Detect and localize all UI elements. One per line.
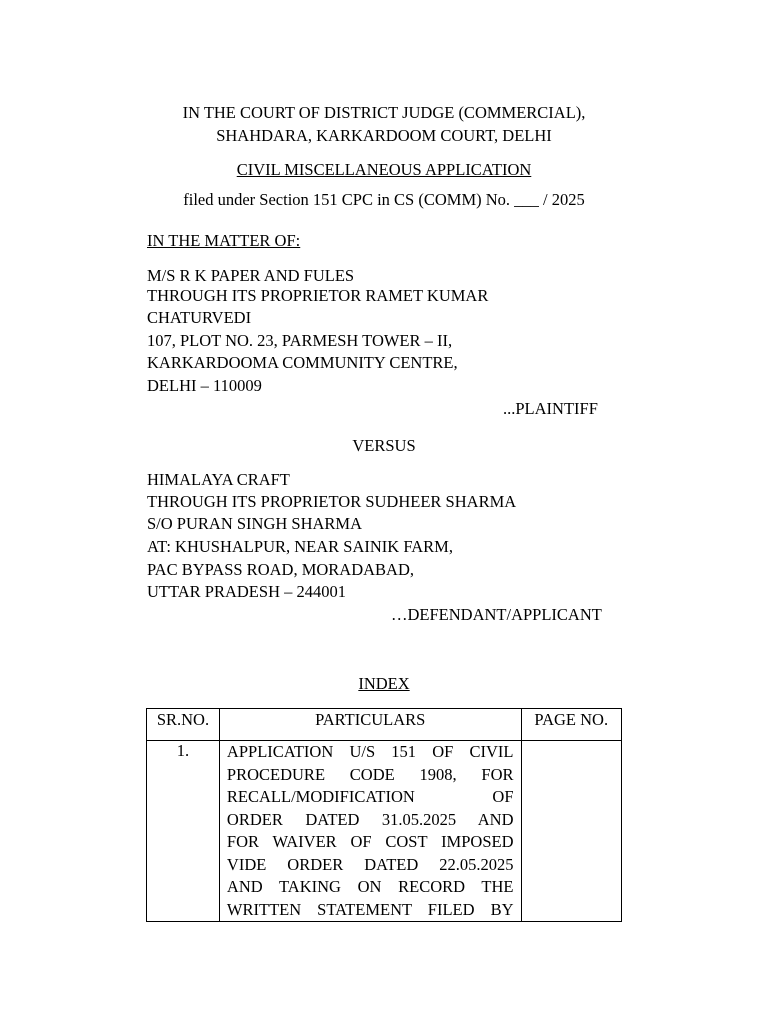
index-table bbox=[146, 708, 622, 922]
column-header-page-no: PAGE NO. bbox=[521, 709, 622, 741]
plaintiff-line: THROUGH ITS PROPRIETOR RAMET KUMAR bbox=[147, 286, 489, 305]
plaintiff-line: M/S R K PAPER AND FULES bbox=[147, 266, 355, 285]
table-row bbox=[147, 741, 622, 922]
index-title-wrap bbox=[0, 674, 768, 694]
defendant-line: THROUGH ITS PROPRIETOR SUDHEER SHARMA bbox=[147, 492, 517, 511]
column-header-sr-no: SR.NO. bbox=[147, 709, 220, 741]
row-particulars bbox=[219, 741, 521, 922]
court-name-line-2: SHAHDARA, KARKARDOOM COURT, DELHI bbox=[216, 126, 552, 145]
matter-heading: IN THE MATTER OF: bbox=[147, 231, 301, 250]
plaintiff-line: 107, PLOT NO. 23, PARMESH TOWER – II, bbox=[147, 331, 453, 350]
particulars-line: VIDE ORDER DATED 22.05.2025 bbox=[226, 854, 514, 874]
plaintiff-line: CHATURVEDI bbox=[147, 308, 252, 327]
defendant-line: S/O PURAN SINGH SHARMA bbox=[147, 514, 362, 533]
versus-label: VERSUS bbox=[352, 436, 416, 455]
defendant-line: PAC BYPASS ROAD, MORADABAD, bbox=[147, 560, 414, 579]
particulars-line: FOR WAIVER OF COST IMPOSED bbox=[226, 832, 514, 851]
index-title: INDEX bbox=[358, 674, 410, 693]
defendant-line: AT: KHUSHALPUR, NEAR SAINIK FARM, bbox=[147, 537, 453, 556]
application-title-wrap bbox=[0, 160, 768, 180]
particulars-line: PROCEDURE CODE 1908, FOR bbox=[226, 764, 514, 784]
column-header-particulars: PARTICULARS bbox=[219, 709, 521, 741]
row-sr-no: 1. bbox=[147, 741, 220, 922]
plaintiff-line: DELHI – 110009 bbox=[147, 376, 262, 395]
plaintiff-line: KARKARDOOMA COMMUNITY CENTRE, bbox=[147, 353, 458, 372]
particulars-line: AND TAKING ON RECORD THE bbox=[226, 877, 514, 896]
row-page-no bbox=[521, 741, 622, 922]
defendant-line: UTTAR PRADESH – 244001 bbox=[147, 582, 346, 601]
index-header-row bbox=[147, 709, 622, 741]
defendant-line: HIMALAYA CRAFT bbox=[147, 470, 290, 489]
defendant-role: …DEFENDANT/APPLICANT bbox=[391, 605, 602, 624]
particulars-line: RECALL/MODIFICATION OF bbox=[226, 787, 514, 806]
court-name-line-1: IN THE COURT OF DISTRICT JUDGE (COMMERCIAL), bbox=[182, 103, 586, 122]
particulars-line: APPLICATION U/S 151 OF CIVIL bbox=[226, 742, 514, 761]
plaintiff-role: ...PLAINTIFF bbox=[503, 399, 598, 418]
application-title: CIVIL MISCELLANEOUS APPLICATION bbox=[236, 160, 532, 179]
particulars-line: WRITTEN STATEMENT FILED BY bbox=[226, 899, 514, 919]
filed-under-line: filed under Section 151 CPC in CS (COMM) No. ___ / 2025 bbox=[183, 190, 585, 209]
particulars-line: ORDER DATED 31.05.2025 AND bbox=[226, 809, 514, 829]
